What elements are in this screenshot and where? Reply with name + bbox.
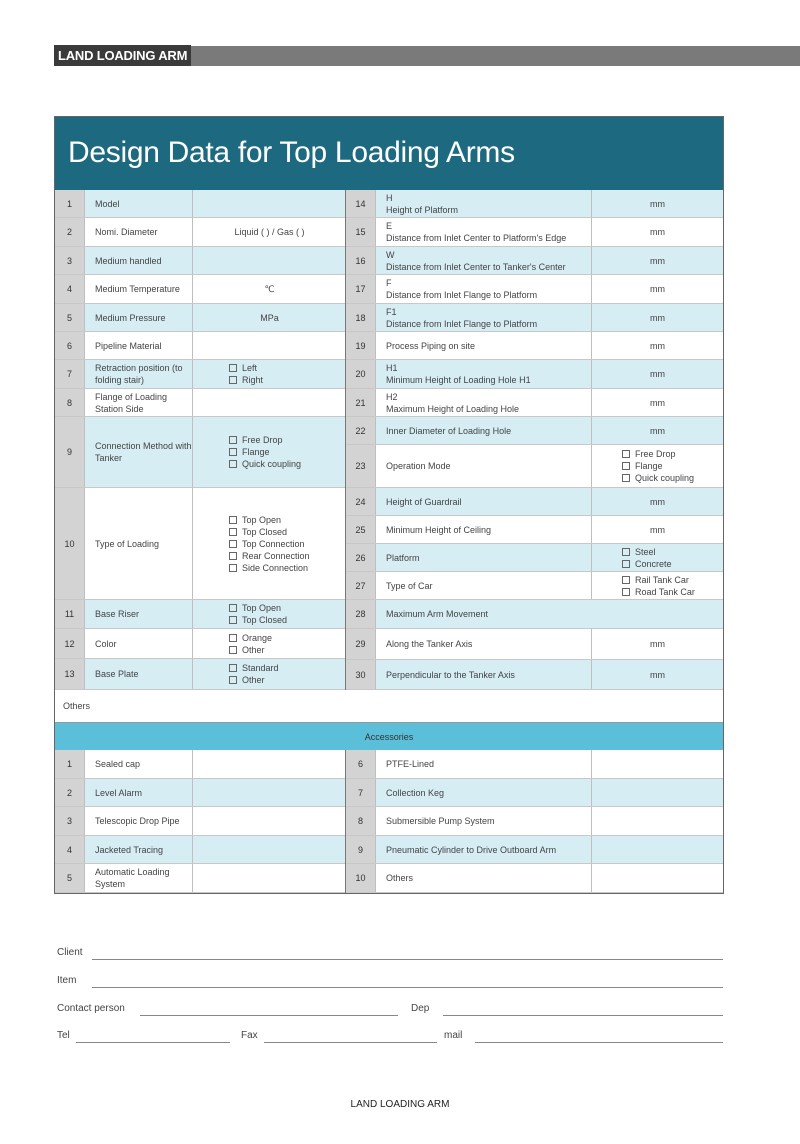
row-label-text: Pipeline Material [95, 340, 162, 351]
accessory-number: 4 [55, 836, 85, 863]
tel-label: Tel [57, 1030, 70, 1041]
checkbox-label: Concrete [635, 558, 672, 569]
row-number: 19 [346, 332, 376, 359]
row-number: 12 [55, 629, 85, 658]
dep-label: Dep [411, 1003, 430, 1014]
row-number: 11 [55, 600, 85, 628]
row-value-text: mm [650, 639, 665, 649]
row-number: 25 [346, 516, 376, 543]
checkbox-label: Quick coupling [242, 459, 302, 469]
row-label-text: Connection Method with Tanker [95, 441, 192, 463]
row-number: 3 [55, 247, 85, 274]
others-label: Others [63, 701, 91, 711]
accessory-label-text: Others [386, 873, 414, 883]
row-value-text: mm [650, 369, 665, 379]
row-number: 20 [346, 360, 376, 388]
accessory-label-text: Jacketed Tracing [95, 844, 164, 855]
item-label: Item [57, 975, 77, 986]
page-title: Design Data for Top Loading Arms [54, 116, 724, 190]
checkbox-label: Side Connection [242, 562, 309, 573]
row-code: H1 [386, 363, 398, 373]
accessory-label-text: Pneumatic Cylinder to Drive Outboard Arm [386, 844, 557, 855]
checkbox-label: Free Drop [242, 435, 283, 445]
checkbox-label: Top Connection [242, 538, 305, 549]
row-value-text: mm [650, 340, 665, 351]
row-number: 21 [346, 389, 376, 416]
accessory-number: 3 [55, 807, 85, 835]
row-value-text: Liquid ( ) / Gas ( ) [234, 227, 305, 237]
accessory-number: 7 [346, 779, 376, 806]
accessories-title: Accessories [364, 731, 414, 742]
accessory-label-text: Telescopic Drop Pipe [95, 816, 180, 826]
row-label-text: Distance from Inlet Flange to Platform [386, 290, 538, 300]
row-number: 15 [346, 218, 376, 246]
row-code: H [386, 192, 393, 203]
row-number: 5 [55, 304, 85, 331]
checkbox-label: Other [242, 675, 265, 685]
row-value-text: mm [650, 669, 665, 680]
row-label-text: Model [95, 198, 120, 209]
row-number: 14 [346, 190, 376, 217]
row-number: 2 [55, 218, 85, 246]
row-label-text: Type of Car [386, 580, 433, 591]
row-label-text: Operation Mode [386, 461, 451, 471]
checkbox-label: Right [242, 375, 264, 385]
row-number: 6 [55, 332, 85, 359]
row-number: 27 [346, 572, 376, 599]
row-label-text: Process Piping on site [386, 340, 476, 351]
row-label-text: Base Plate [95, 669, 139, 679]
row-label-text: Distance from Inlet Flange to Platform [386, 318, 538, 329]
checkbox-label: Rail Tank Car [635, 574, 689, 585]
fax-label: Fax [241, 1030, 258, 1041]
checkbox-label: Left [242, 363, 258, 373]
checkbox-label: Other [242, 644, 265, 655]
accessory-number: 9 [346, 836, 376, 863]
row-label-text: Retraction position (to folding stair) [95, 363, 183, 385]
row-number: 9 [55, 417, 85, 487]
mail-label: mail [444, 1030, 463, 1041]
row-label-text: Base Riser [95, 609, 140, 619]
accessory-number: 10 [346, 864, 376, 892]
row-label-text: Minimum Height of Loading Hole H1 [386, 375, 531, 385]
checkbox-label: Top Open [242, 603, 282, 613]
accessory-number: 5 [55, 864, 85, 892]
row-value-text: mm [650, 496, 665, 507]
accessory-label-text: Submersible Pump System [386, 816, 495, 826]
accessory-number: 8 [346, 807, 376, 835]
row-number: 22 [346, 417, 376, 444]
row-label-text: Medium Temperature [95, 284, 180, 294]
client-field[interactable] [92, 959, 723, 960]
row-number: 24 [346, 488, 376, 515]
row-number: 17 [346, 275, 376, 303]
row-value-text: mm [650, 198, 665, 209]
tel-field[interactable] [76, 1042, 230, 1043]
checkbox-label: Top Closed [242, 615, 288, 625]
row-code: F1 [386, 306, 397, 317]
checkbox-label: Flange [635, 461, 663, 471]
row-value-text: ℃ [264, 284, 275, 294]
fax-field[interactable] [264, 1042, 437, 1043]
checkbox-label: Top Open [242, 514, 282, 525]
row-value-text: mm [650, 397, 665, 408]
row-number: 7 [55, 360, 85, 388]
row-number: 23 [346, 445, 376, 487]
row-label-text: Inner Diameter of Loading Hole [386, 425, 512, 436]
item-field[interactable] [92, 987, 723, 988]
row-number: 26 [346, 544, 376, 571]
section-header-label: LAND LOADING ARM [54, 45, 191, 66]
row-label-text: Height of Guardrail [386, 496, 462, 507]
row-label-text: Distance from Inlet Center to Platform's Edge [386, 233, 567, 243]
row-number: 28 [346, 600, 376, 628]
mail-field[interactable] [475, 1042, 723, 1043]
contact-person-label: Contact person [57, 1003, 125, 1014]
row-number: 8 [55, 389, 85, 416]
row-number: 13 [55, 659, 85, 689]
checkbox-label: Top Closed [242, 526, 288, 537]
row-number: 30 [346, 660, 376, 689]
client-label: Client [57, 947, 83, 958]
accessory-label-text: Sealed cap [95, 759, 141, 769]
row-value-text: mm [650, 284, 665, 294]
checkbox-label: Steel [635, 546, 656, 557]
row-number: 18 [346, 304, 376, 331]
checkbox-label: Orange [242, 632, 273, 643]
dep-field[interactable] [443, 1015, 723, 1016]
row-label-text: Height of Platform [386, 204, 459, 215]
section-header [54, 46, 800, 66]
row-code: H2 [386, 391, 398, 402]
row-number: 16 [346, 247, 376, 274]
row-label-text: Nomi. Diameter [95, 227, 158, 237]
checkbox-label: Free Drop [635, 449, 676, 459]
row-value-text: mm [650, 255, 665, 266]
row-label-text: Perpendicular to the Tanker Axis [386, 669, 515, 680]
row-label-text: Platform [386, 552, 420, 563]
accessory-number: 1 [55, 750, 85, 778]
accessory-number: 2 [55, 779, 85, 806]
accessory-number: 6 [346, 750, 376, 778]
row-label-text: Flange of Loading Station Side [95, 391, 168, 414]
row-label-text: Maximum Arm Movement [386, 609, 489, 619]
row-value-text: mm [650, 312, 665, 323]
row-code: F [386, 278, 392, 288]
checkbox-label: Rear Connection [242, 550, 310, 561]
row-label-text: Medium handled [95, 255, 162, 266]
row-number: 29 [346, 629, 376, 659]
row-value-text: MPa [260, 312, 279, 323]
row-number: 1 [55, 190, 85, 217]
form-border [54, 116, 724, 894]
checkbox-label: Standard [242, 663, 279, 673]
row-label-text: Color [95, 638, 117, 649]
row-value-text: mm [650, 227, 665, 237]
row-code: W [386, 249, 395, 260]
page-footer: LAND LOADING ARM [350, 1099, 450, 1110]
row-label-text: Medium Pressure [95, 312, 166, 323]
row-number: 4 [55, 275, 85, 303]
row-label-text: Type of Loading [95, 538, 160, 549]
row-label-text: Maximum Height of Loading Hole [386, 403, 520, 414]
row-number: 10 [55, 488, 85, 599]
checkbox-label: Flange [242, 447, 270, 457]
accessory-label-text: PTFE-Lined [386, 759, 435, 769]
row-code: E [386, 221, 393, 231]
row-value-text: mm [650, 524, 665, 535]
row-label-text: Along the Tanker Axis [386, 639, 473, 649]
accessory-label-text: Level Alarm [95, 787, 143, 798]
checkbox-label: Road Tank Car [635, 586, 695, 597]
checkbox-label: Quick coupling [635, 473, 695, 483]
row-value-text: mm [650, 425, 665, 436]
contact-person-field[interactable] [140, 1015, 398, 1016]
accessory-label-text: Collection Keg [386, 787, 445, 798]
row-label-text: Distance from Inlet Center to Tanker's Center [386, 261, 566, 272]
accessory-label-text: Automatic Loading System [95, 867, 170, 889]
row-label-text: Minimum Height of Ceiling [386, 524, 492, 535]
